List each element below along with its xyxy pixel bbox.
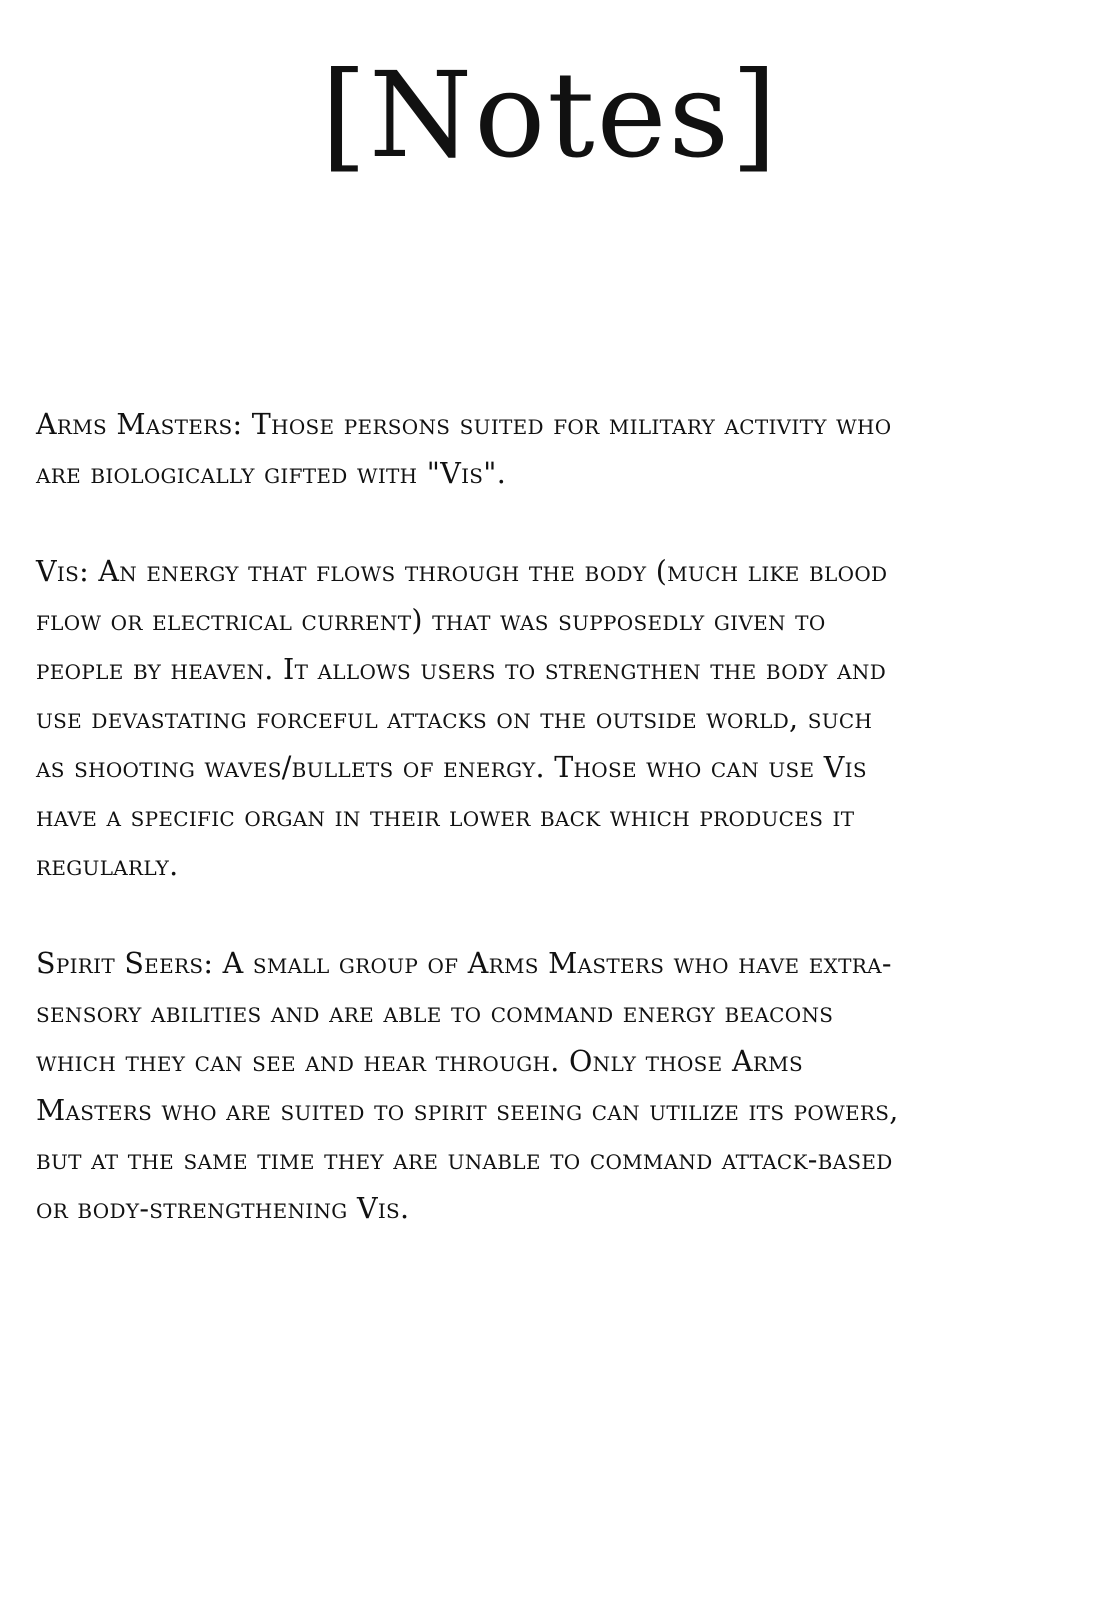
note-definition: A small group of Arms Masters who have extra-sensory abilities and are able to command energy beacons which they can see and hear through. Only those Arms Masters who are suited to spirit seeing can utilize its powers, but at the same time they are unable to command attack-based or body-strengthening Vis. — [36, 947, 899, 1225]
note-entry-spirit-seers — [36, 939, 906, 1233]
page-title: [Notes] — [320, 46, 780, 184]
note-entry-vis — [36, 547, 906, 890]
note-term: Spirit Seers: — [36, 947, 214, 980]
note-entry-arms-masters — [36, 400, 906, 498]
note-definition: An energy that flows through the body (much like blood flow or electrical current) that was supposedly given to people by heaven. It allows users to strengthen the body and use devastating forceful attacks on the outside world, such as shooting waves/bullets of energy. Those who can use Vis have a specific organ in their lower back which produces it regularly. — [36, 555, 888, 882]
note-definition: Those persons suited for military activity who are biologically gifted with "Vis". — [36, 408, 892, 490]
notes-list — [36, 400, 906, 1282]
note-term: Arms Masters: — [36, 408, 243, 441]
note-term: Vis: — [36, 555, 89, 588]
